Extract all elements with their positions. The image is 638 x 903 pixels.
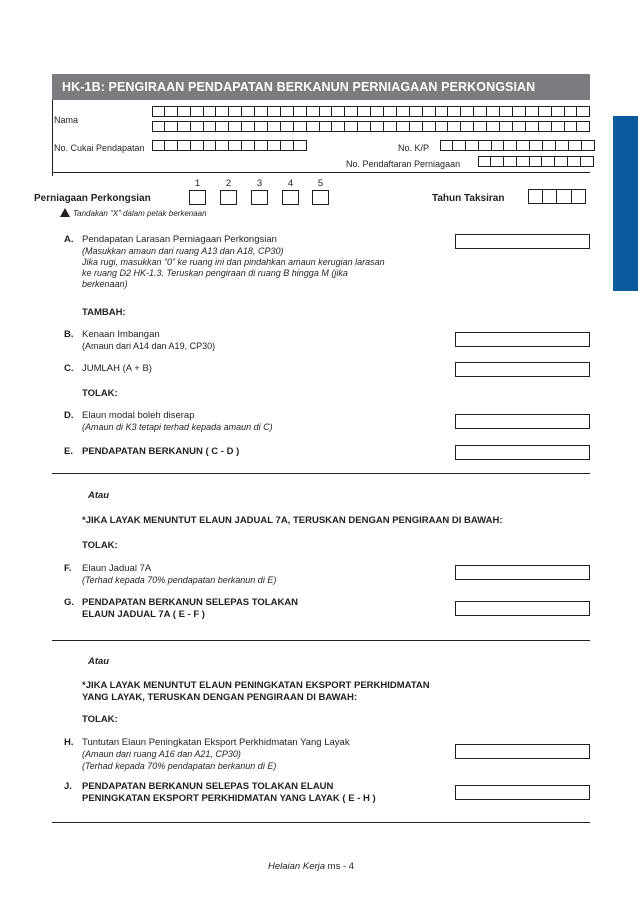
- row-d-letter: D.: [64, 410, 74, 421]
- char-box[interactable]: [581, 156, 594, 167]
- row-d-text: Elaun modal boleh diserap: [82, 410, 195, 421]
- char-box[interactable]: [255, 106, 268, 117]
- row-b-amount-box[interactable]: [455, 332, 590, 347]
- char-box[interactable]: [500, 121, 513, 132]
- row-j-amount-box[interactable]: [455, 785, 590, 800]
- char-box[interactable]: [565, 121, 578, 132]
- tahun-label: Tahun Taksiran: [432, 193, 505, 204]
- char-box[interactable]: [504, 156, 517, 167]
- char-box[interactable]: [294, 121, 307, 132]
- char-box[interactable]: [569, 140, 582, 151]
- char-box[interactable]: [492, 140, 505, 151]
- char-box[interactable]: [191, 106, 204, 117]
- char-box[interactable]: [281, 121, 294, 132]
- char-box[interactable]: [436, 106, 449, 117]
- char-box[interactable]: [332, 106, 345, 117]
- row-a-amount-box[interactable]: [455, 234, 590, 249]
- char-box[interactable]: [384, 106, 397, 117]
- char-box[interactable]: [255, 121, 268, 132]
- char-box[interactable]: [556, 140, 569, 151]
- char-box[interactable]: [453, 140, 466, 151]
- tolak-label-2: TOLAK:: [82, 540, 118, 551]
- char-box[interactable]: [307, 106, 320, 117]
- char-box[interactable]: [178, 140, 191, 151]
- char-box[interactable]: [517, 140, 530, 151]
- char-box[interactable]: [371, 121, 384, 132]
- row-a-note3: ke ruang D2 HK-1.3. Teruskan pengiraan di ruang B hingga M (jika: [82, 268, 348, 278]
- pendaftaran-field[interactable]: [478, 156, 594, 167]
- row-d-note: (Amaun di K3 tetapi terhad kepada amaun di C): [82, 422, 273, 432]
- char-box[interactable]: [165, 140, 178, 151]
- tandakan-note: Tandakan “X” dalam petak berkenaan: [73, 209, 207, 218]
- char-box[interactable]: [440, 140, 453, 151]
- jadual-heading: *JIKA LAYAK MENUNTUT ELAUN JADUAL 7A, TERUSKAN DENGAN PENGIRAAN DI BAWAH:: [82, 515, 503, 526]
- row-j-text2: PENINGKATAN EKSPORT PERKHIDMATAN YANG LAYAK ( E - H ): [82, 793, 376, 804]
- char-box[interactable]: [268, 121, 281, 132]
- char-box[interactable]: [474, 106, 487, 117]
- char-box[interactable]: [191, 140, 204, 151]
- row-a-text: Pendapatan Larasan Perniagaan Perkongsian: [82, 234, 277, 245]
- row-f-note: (Terhad kepada 70% pendapatan berkanun di E): [82, 575, 277, 585]
- char-box[interactable]: [539, 106, 552, 117]
- char-box[interactable]: [410, 121, 423, 132]
- char-box[interactable]: [436, 121, 449, 132]
- left-rule: [52, 100, 53, 176]
- char-box[interactable]: [513, 121, 526, 132]
- row-d-amount-box[interactable]: [455, 414, 590, 429]
- nama-field[interactable]: [152, 106, 590, 132]
- char-box[interactable]: [565, 106, 578, 117]
- char-box[interactable]: [242, 121, 255, 132]
- char-box[interactable]: [345, 106, 358, 117]
- char-box[interactable]: [542, 156, 555, 167]
- char-box[interactable]: [487, 106, 500, 117]
- cukai-label: No. Cukai Pendapatan: [54, 143, 145, 153]
- business-number-2: 2: [225, 178, 232, 189]
- tolak-label-1: TOLAK:: [82, 388, 118, 399]
- row-f-letter: F.: [64, 563, 72, 574]
- row-h-letter: H.: [64, 737, 74, 748]
- char-box[interactable]: [281, 106, 294, 117]
- perniagaan-label: Perniagaan Perkongsian: [34, 193, 151, 204]
- char-box[interactable]: [530, 140, 543, 151]
- atau-label-1: Atau: [88, 490, 110, 501]
- divider-1: [52, 473, 590, 474]
- char-box[interactable]: [229, 106, 242, 117]
- char-box[interactable]: [152, 121, 165, 132]
- business-checkbox-1[interactable]: [189, 190, 206, 205]
- row-a-note1: (Masukkan amaun dari ruang A13 dan A18, CP30): [82, 246, 284, 256]
- char-box[interactable]: [448, 121, 461, 132]
- char-box[interactable]: [448, 106, 461, 117]
- char-box[interactable]: [491, 156, 504, 167]
- row-j-text1: PENDAPATAN BERKANUN SELEPAS TOLAKAN ELAUN: [82, 781, 334, 792]
- row-h-note2: (Terhad kepada 70% pendapatan berkanun di E): [82, 761, 277, 771]
- tambah-label: TAMBAH:: [82, 307, 126, 318]
- business-checkbox-3[interactable]: [251, 190, 268, 205]
- atau-label-2: Atau: [88, 656, 110, 667]
- form-title: HK-1B: PENGIRAAN PENDAPATAN BERKANUN PERNIAGAAN PERKONGSIAN: [52, 74, 590, 100]
- char-box[interactable]: [504, 140, 517, 151]
- char-box[interactable]: [178, 121, 191, 132]
- char-box[interactable]: [242, 106, 255, 117]
- eksport-heading-1: *JIKA LAYAK MENUNTUT ELAUN PENINGKATAN EKSPORT PERKHIDMATAN: [82, 680, 430, 691]
- business-checkbox-2[interactable]: [220, 190, 237, 205]
- char-box[interactable]: [543, 189, 558, 204]
- kp-label: No. K/P: [398, 143, 430, 153]
- business-checkbox-5[interactable]: [312, 190, 329, 205]
- char-box[interactable]: [152, 106, 165, 117]
- row-j-letter: J.: [64, 781, 72, 792]
- char-box[interactable]: [539, 121, 552, 132]
- char-box[interactable]: [478, 156, 491, 167]
- row-b-note: (Amaun dari A14 dan A19, CP30): [82, 341, 216, 351]
- char-box[interactable]: [307, 121, 320, 132]
- char-box[interactable]: [487, 121, 500, 132]
- row-h-text: Tuntutan Elaun Peningkatan Eksport Perkhidmatan Yang Layak: [82, 737, 350, 748]
- char-box[interactable]: [216, 140, 229, 151]
- char-box[interactable]: [528, 189, 543, 204]
- footer-page: ms - 4: [325, 861, 355, 872]
- char-box[interactable]: [500, 106, 513, 117]
- row-a-note2: Jika rugi, masukkan “0” ke ruang ini dan pindahkan amaun kerugian larasan: [82, 257, 385, 267]
- char-box[interactable]: [397, 106, 410, 117]
- char-box[interactable]: [165, 106, 178, 117]
- char-box[interactable]: [568, 156, 581, 167]
- char-box[interactable]: [474, 121, 487, 132]
- row-f-amount-box[interactable]: [455, 565, 590, 580]
- row-e-amount-box[interactable]: [455, 445, 590, 460]
- business-number-1: 1: [194, 178, 201, 189]
- row-g-text2: ELAUN JADUAL 7A ( E - F ): [82, 609, 205, 620]
- char-box[interactable]: [555, 156, 568, 167]
- row-b-text: Kenaan Imbangan: [82, 329, 160, 340]
- char-box[interactable]: [526, 106, 539, 117]
- footer: [268, 861, 354, 872]
- char-box[interactable]: [410, 106, 423, 117]
- eksport-heading-2: YANG LAYAK, TERUSKAN DENGAN PENGIRAAN DI BAWAH:: [82, 692, 358, 703]
- char-box[interactable]: [397, 121, 410, 132]
- char-box[interactable]: [552, 106, 565, 117]
- row-g-text1: PENDAPATAN BERKANUN SELEPAS TOLAKAN: [82, 597, 299, 608]
- char-box[interactable]: [384, 121, 397, 132]
- char-box[interactable]: [229, 121, 242, 132]
- char-box[interactable]: [332, 121, 345, 132]
- char-box[interactable]: [268, 140, 281, 151]
- char-box[interactable]: [423, 121, 436, 132]
- cukai-field[interactable]: [152, 140, 307, 151]
- business-number-3: 3: [256, 178, 263, 189]
- char-box[interactable]: [423, 106, 436, 117]
- row-a-letter: A.: [64, 234, 74, 245]
- kp-field[interactable]: [440, 140, 595, 151]
- char-box[interactable]: [530, 156, 543, 167]
- char-box[interactable]: [577, 106, 590, 117]
- row-e-text: PENDAPATAN BERKANUN ( C - D ): [82, 446, 240, 457]
- char-box[interactable]: [345, 121, 358, 132]
- char-box[interactable]: [281, 140, 294, 151]
- char-box[interactable]: [165, 121, 178, 132]
- row-h-amount-box[interactable]: [455, 744, 590, 759]
- char-box[interactable]: [178, 106, 191, 117]
- char-box[interactable]: [320, 121, 333, 132]
- row-g-letter: G.: [64, 597, 75, 608]
- char-box[interactable]: [461, 106, 474, 117]
- char-box[interactable]: [294, 106, 307, 117]
- row-c-text: JUMLAH (A + B): [82, 363, 152, 374]
- char-box[interactable]: [577, 121, 590, 132]
- row-c-letter: C.: [64, 363, 74, 374]
- nama-label: Nama: [54, 115, 79, 125]
- char-box[interactable]: [517, 156, 530, 167]
- row-f-text: Elaun Jadual 7A: [82, 563, 152, 574]
- char-box[interactable]: [204, 106, 217, 117]
- char-box[interactable]: [526, 121, 539, 132]
- char-box[interactable]: [358, 121, 371, 132]
- divider-2: [52, 640, 590, 641]
- business-number-4: 4: [287, 178, 294, 189]
- char-box[interactable]: [466, 140, 479, 151]
- char-box[interactable]: [255, 140, 268, 151]
- char-box[interactable]: [320, 106, 333, 117]
- row-h-note1: (Amaun dari ruang A16 dan A21, CP30): [82, 749, 241, 759]
- char-box[interactable]: [461, 121, 474, 132]
- row-g-amount-box[interactable]: [455, 601, 590, 616]
- triangle-icon: [60, 208, 70, 217]
- tahun-field[interactable]: [528, 189, 586, 204]
- char-box[interactable]: [152, 140, 165, 151]
- header-divider: [52, 172, 590, 173]
- business-number-5: 5: [317, 178, 324, 189]
- char-box[interactable]: [543, 140, 556, 151]
- row-a-note4: berkenaan): [82, 279, 128, 289]
- char-box[interactable]: [229, 140, 242, 151]
- char-box[interactable]: [358, 106, 371, 117]
- divider-3: [52, 822, 590, 823]
- char-box[interactable]: [268, 106, 281, 117]
- char-box[interactable]: [552, 121, 565, 132]
- pendaftaran-label: No. Pendaftaran Perniagaan: [346, 159, 461, 169]
- row-b-letter: B.: [64, 329, 74, 340]
- business-checkbox-4[interactable]: [282, 190, 299, 205]
- row-c-amount-box[interactable]: [455, 362, 590, 377]
- char-box[interactable]: [191, 121, 204, 132]
- footer-italic: Helaian Kerja: [268, 861, 326, 872]
- char-box[interactable]: [204, 140, 217, 151]
- char-box[interactable]: [294, 140, 307, 151]
- char-box[interactable]: [557, 189, 572, 204]
- char-box[interactable]: [582, 140, 595, 151]
- char-box[interactable]: [479, 140, 492, 151]
- char-box[interactable]: [216, 121, 229, 132]
- side-tab: [613, 116, 638, 291]
- char-box[interactable]: [572, 189, 587, 204]
- tolak-label-3: TOLAK:: [82, 714, 118, 725]
- char-box[interactable]: [204, 121, 217, 132]
- char-box[interactable]: [513, 106, 526, 117]
- row-e-letter: E.: [64, 446, 73, 457]
- char-box[interactable]: [242, 140, 255, 151]
- char-box[interactable]: [371, 106, 384, 117]
- char-box[interactable]: [216, 106, 229, 117]
